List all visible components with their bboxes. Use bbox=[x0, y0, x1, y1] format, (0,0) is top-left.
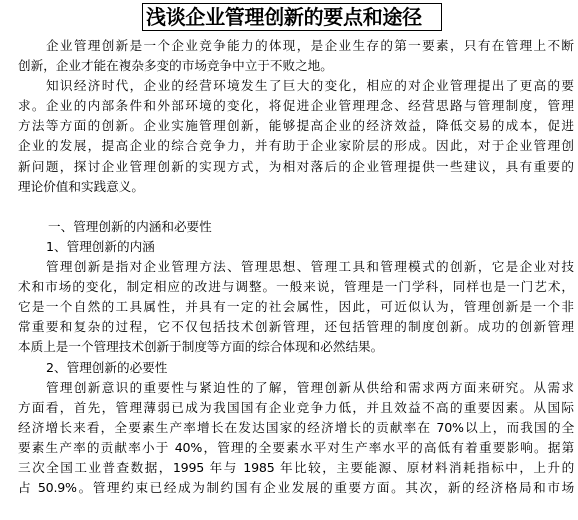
text-line: 它是一个自然的工具属性，并具有一定的社会属性，因此，可近似认为，管理创新是一个非 bbox=[18, 299, 574, 315]
text-line: 管理创新是指对企业管理方法、管理思想、管理工具和管理模式的创新，它是企业对技 bbox=[46, 259, 574, 275]
text-line: 方面看，首先，管理薄弱已成为我国国有企业竞争力低，并且效益不高的重要因素。从国际 bbox=[18, 399, 574, 415]
text-line: 经济增长来看，全要素生产率增长在发达国家的经济增长的贡献率在 70%以上，而我国的全 bbox=[18, 419, 574, 435]
text-line: 要素生产率的贡献率小于 40%，管理的全要素水平对生产率水平的高低有着重要影响。据第 bbox=[18, 439, 574, 455]
document-body bbox=[18, 36, 574, 498]
text-line: 理论价值和实践意义。 bbox=[18, 178, 144, 194]
text-line: 三次全国工业普查数据，1995 年与 1985 年比较，主要能源、原材料消耗指标中，上升的 bbox=[18, 459, 574, 475]
text-line: 企业管理创新是一个企业竞争能力的体现，是企业生存的第一要素，只有在管理上不断 bbox=[46, 38, 574, 53]
text-line: 知识经济时代，企业的经营环境发生了巨大的变化，相应的对企业管理提出了更高的要 bbox=[46, 78, 574, 94]
text-line: 管理创新意识的重要性与紧迫性的了解，管理创新从供给和需求两方面来研究。从需求 bbox=[46, 379, 574, 395]
document-title: 浅谈企业管理创新的要点和途径 bbox=[146, 5, 422, 29]
subsection-heading: 2、管理创新的必要性 bbox=[46, 359, 168, 375]
subsection-heading: 1、管理创新的内涵 bbox=[46, 238, 155, 254]
text-line: 新问题，探讨企业管理创新的实现方式，为相对落后的企业管理提供一些建议，具有重要的 bbox=[18, 158, 574, 174]
text-line: 占 50.9%。管理约束已经成为制约国有企业发展的重要方面。其次，新的经济格局和市场 bbox=[18, 480, 574, 496]
text-line: 术和市场的变化，制定相应的改进与调整。一般来说，管理是一门学科，同样也是一门艺术， bbox=[18, 279, 574, 295]
blank-line bbox=[18, 197, 574, 217]
text-line: 方法等方面的创新。企业实施管理创新，能够提高企业的经济效益，降低交易的成本，促进 bbox=[18, 118, 574, 134]
section-heading: 一、管理创新的内涵和必要性 bbox=[48, 218, 212, 234]
text-line: 常重要和复杂的过程，它不仅包括技术创新管理，还包括管理的制度创新。成功的创新管理 bbox=[18, 319, 574, 335]
text-line: 本质上是一个管理技术创新于制度等方面的综合体现和必然结果。 bbox=[18, 339, 384, 355]
text-line: 创新，企业才能在複杂多变的市场竞争中立于不败之地。 bbox=[18, 58, 333, 74]
text-line: 求。企业的内部条件和外部环境的变化，将促进企业管理理念、经营思路与管理制度，管理 bbox=[18, 98, 574, 114]
text-line: 企业的发展，提高企业的综合竞争力，并有助于企业家阶层的形成。因此，对于企业管理创 bbox=[18, 138, 574, 154]
